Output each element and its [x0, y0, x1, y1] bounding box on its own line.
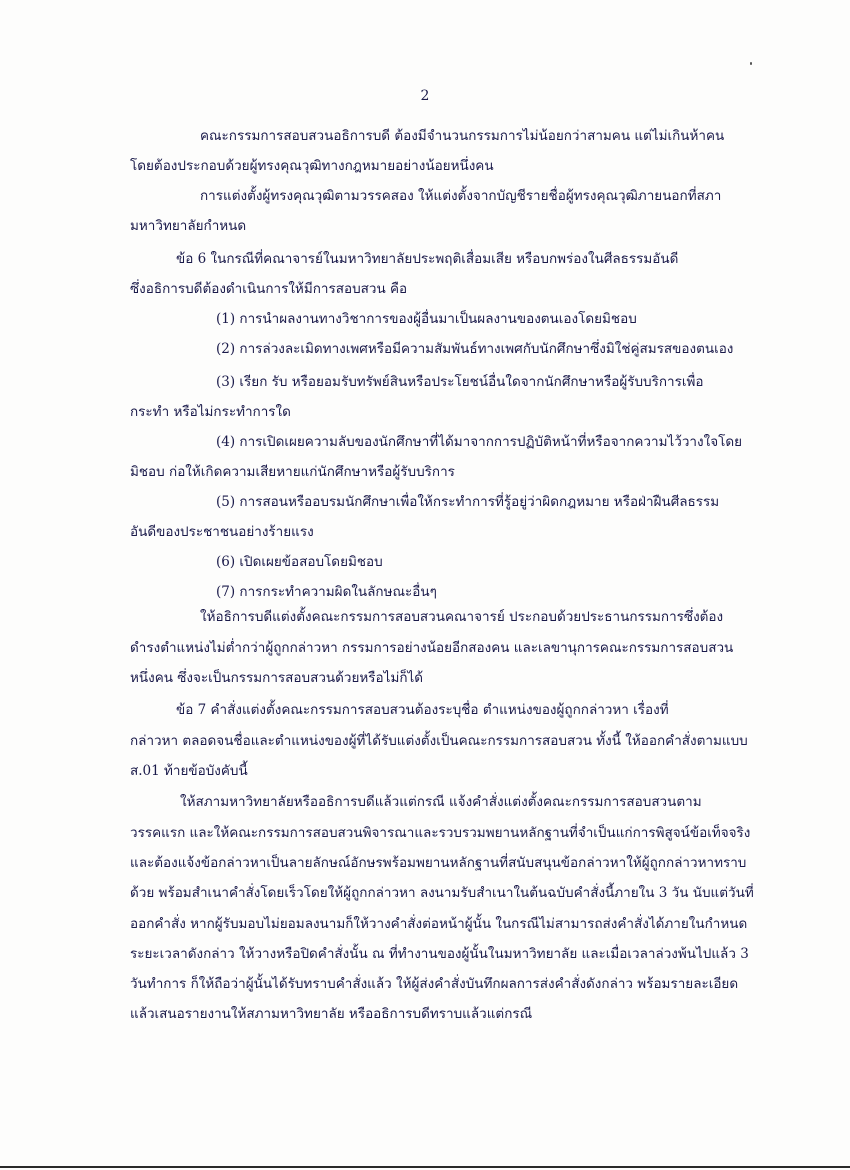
text-line: (3) เรียก รับ หรือยอมรับทรัพย์สินหรือประโยชน์อื่นใดจากนักศึกษาหรือผู้รับบริการเพื่อ: [216, 374, 704, 390]
text-line: โดยต้องประกอบด้วยผู้ทรงคุณวุฒิทางกฎหมายอย่างน้อยหนึ่งคน: [130, 158, 494, 174]
text-line: (5) การสอนหรืออบรมนักศึกษาเพื่อให้กระทำการที่รู้อยู่ว่าผิดกฎหมาย หรือฝ่าฝืนศีลธรรม: [216, 494, 720, 510]
scan-bottom-edge: [0, 1166, 850, 1168]
text-line: (6) เปิดเผยข้อสอบโดยมิชอบ: [216, 554, 383, 570]
page-number: 2: [420, 88, 430, 104]
text-line: ข้อ 7 คำสั่งแต่งตั้งคณะกรรมการสอบสวนต้องระบุชื่อ ตำแหน่งของผู้ถูกกล่าวหา เรื่องที่: [176, 702, 669, 718]
text-line: ออกคำสั่ง หากผู้รับมอบไม่ยอมลงนามก็ให้วางคำสั่งต่อหน้าผู้นั้น ในกรณีไม่สามารถส่งคำสั่งได้ภายในกำหนด: [130, 916, 748, 932]
text-line: วันทำการ ก็ให้ถือว่าผู้นั้นได้รับทราบคำสั่งแล้ว ให้ผู้ส่งคำสั่งบันทึกผลการส่งคำสั่งดังกล่าว พร้อมรายละเอียด: [130, 976, 739, 992]
text-line: กระทำ หรือไม่กระทำการใด: [130, 404, 291, 420]
text-line: (1) การนำผลงานทางวิชาการของผู้อื่นมาเป็นผลงานของตนเองโดยมิชอบ: [216, 311, 637, 327]
text-line: ด้วย พร้อมสำเนาคำสั่งโดยเร็วโดยให้ผู้ถูกกล่าวหา ลงนามรับสำเนาในต้นฉบับคำสั่งนี้ภายใน 3 วัน นับแต่วันที่: [130, 885, 754, 901]
text-line: อันดีของประชาชนอย่างร้ายแรง: [130, 524, 314, 540]
text-line: หนึ่งคน ซึ่งจะเป็นกรรมการสอบสวนด้วยหรือไม่ก็ได้: [130, 670, 424, 686]
text-line: ดำรงตำแหน่งไม่ต่ำกว่าผู้ถูกกล่าวหา กรรมการอย่างน้อยอีกสองคน และเลขานุการคณะกรรมการสอบสวน: [130, 640, 734, 656]
text-line: มิชอบ ก่อให้เกิดความเสียหายแก่นักศึกษาหรือผู้รับบริการ: [130, 464, 455, 480]
text-line: ส.01 ท้ายข้อบังคับนี้: [130, 763, 248, 779]
text-line: (4) การเปิดเผยความลับของนักศึกษาที่ได้มาจากการปฏิบัติหน้าที่หรือจากความไว้วางใจโดย: [216, 434, 743, 450]
text-line: มหาวิทยาลัยกำหนด: [130, 218, 247, 234]
text-line: คณะกรรมการสอบสวนอธิการบดี ต้องมีจำนวนกรรมการไม่น้อยกว่าสามคน แต่ไม่เกินห้าคน: [200, 128, 725, 144]
text-line: กล่าวหา ตลอดจนชื่อและตำแหน่งของผู้ที่ได้รับแต่งตั้งเป็นคณะกรรมการสอบสวน ทั้งนี้ ให้ออกคำสั่งตามแบบ: [130, 733, 748, 749]
text-line: ให้อธิการบดีแต่งตั้งคณะกรรมการสอบสวนคณาจารย์ ประกอบด้วยประธานกรรมการซึ่งต้อง: [200, 609, 724, 625]
text-line: ซึ่งอธิการบดีต้องดำเนินการให้มีการสอบสวน คือ: [130, 281, 408, 297]
text-line: ข้อ 6 ในกรณีที่คณาจารย์ในมหาวิทยาลัยประพฤติเสื่อมเสีย หรือบกพร่องในศีลธรรมอันดี: [176, 251, 679, 267]
text-line: การแต่งตั้งผู้ทรงคุณวุฒิตามวรรคสอง ให้แต่งตั้งจากบัญชีรายชื่อผู้ทรงคุณวุฒิภายนอกที่สภา: [200, 188, 722, 204]
text-line: ระยะเวลาดังกล่าว ให้วางหรือปิดคำสั่งนั้น ณ ที่ทำงานของผู้นั้นในมหาวิทยาลัย และเมื่อเวลาล่วงพ้นไปแล้ว 3: [130, 946, 749, 962]
text-line: และต้องแจ้งข้อกล่าวหาเป็นลายลักษณ์อักษรพร้อมพยานหลักฐานที่สนับสนุนข้อกล่าวหาให้ผู้ถูกกล่าวหาทราบ: [130, 855, 747, 871]
text-line: แล้วเสนอรายงานให้สภามหาวิทยาลัย หรืออธิการบดีทราบแล้วแต่กรณี: [130, 1006, 533, 1022]
text-line: (7) การกระทำความผิดในลักษณะอื่นๆ: [216, 584, 437, 600]
text-line: วรรคแรก และให้คณะกรรมการสอบสวนพิจารณาและรวบรวมพยานหลักฐานที่จำเป็นแก่การพิสูจน์ข้อเท็จจริง: [130, 825, 751, 841]
scan-speck: [750, 62, 752, 65]
text-line: ให้สภามหาวิทยาลัยหรืออธิการบดีแล้วแต่กรณี แจ้งคำสั่งแต่งตั้งคณะกรรมการสอบสวนตาม: [180, 794, 702, 810]
text-line: (2) การล่วงละเมิดทางเพศหรือมีความสัมพันธ์ทางเพศกับนักศึกษาซึ่งมิใช่คู่สมรสของตนเอง: [216, 341, 734, 357]
